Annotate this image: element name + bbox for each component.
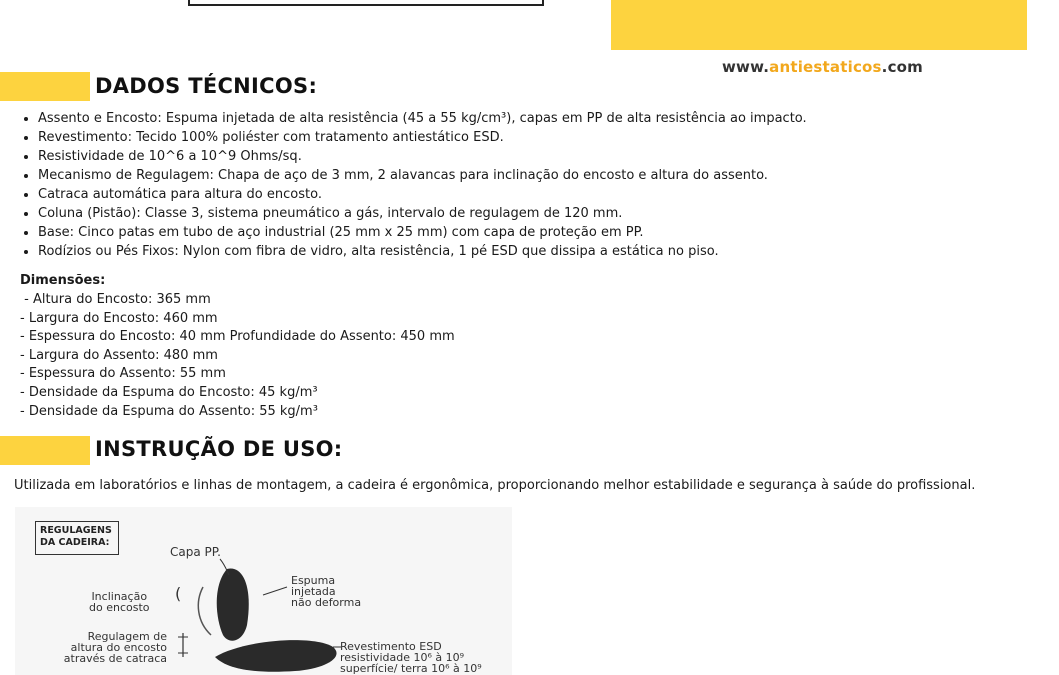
spec-item: • Assento e Encosto: Espuma injetada de alta resistência (45 a 55 kg/cm³), capas em PP de alta resistência ao impacto.	[38, 109, 807, 128]
spec-item: • Resistividade de 10^6 a 10^9 Ohms/sq.	[38, 147, 807, 166]
dimension-item: - Largura do Encosto: 460 mm	[20, 310, 218, 326]
chair-backrest-shape	[217, 569, 249, 641]
header-yellow-block	[611, 0, 1027, 50]
site-url-prefix: www.	[722, 58, 770, 76]
backrest-tilt-arc	[198, 587, 211, 635]
label-inclinacao-line2: do encosto	[89, 601, 150, 614]
spec-item: • Coluna (Pistão): Classe 3, sistema pneumático a gás, intervalo de regulagem de 120 mm.	[38, 204, 807, 223]
label-espuma-line1: Espuma	[291, 574, 336, 587]
label-regulagem-line2: altura do encosto	[70, 641, 167, 654]
label-capa: Capa PP.	[170, 545, 221, 559]
regulagens-line1: REGULAGENS	[40, 525, 112, 536]
section-bar-instrucao	[0, 436, 90, 465]
site-url[interactable]	[722, 58, 923, 76]
label-revestimento-line3: superfície/ terra 10⁶ à 10⁹	[340, 662, 482, 675]
label-revestimento-line2: resistividade 10⁶ à 10⁹	[340, 651, 465, 664]
dimension-item: - Altura do Encosto: 365 mm	[20, 292, 211, 307]
section-bar-dados	[0, 72, 90, 101]
dimensions-list	[20, 291, 455, 421]
label-regulagem-line3: através de catraca	[63, 652, 167, 665]
chair-seat-shape	[215, 640, 337, 672]
title-frame	[188, 0, 544, 6]
label-regulagem-line1: Regulagem de	[87, 630, 167, 643]
label-espuma-line2: injetada	[291, 585, 336, 598]
site-url-suffix: .com	[881, 58, 923, 76]
spec-item: • Catraca automática para altura do encosto.	[38, 185, 807, 204]
label-inclinacao-line1: Inclinação	[91, 590, 148, 603]
spec-item: • Base: Cinco patas em tubo de aço industrial (25 mm x 25 mm) com capa de proteção em PP.	[38, 223, 807, 242]
chair-illustration	[15, 507, 512, 675]
dimensions-title: Dimensões:	[20, 273, 106, 288]
dimension-item: - Densidade da Espuma do Assento: 55 kg/m³	[20, 403, 318, 419]
section-title-instrucao: INSTRUÇÃO DE USO:	[95, 437, 343, 461]
dimension-item: - Espessura do Encosto: 40 mm Profundidade do Assento: 450 mm	[20, 329, 455, 345]
regulagens-line2: DA CADEIRA:	[40, 537, 110, 548]
espuma-pointer-line	[263, 587, 287, 595]
label-espuma-line3: não deforma	[291, 596, 362, 609]
specs-list	[20, 109, 807, 261]
inclination-bracket: (	[175, 584, 182, 603]
usage-text: Utilizada em laboratórios e linhas de montagem, a cadeira é ergonômica, proporcionando melhor estabilidade e segurança à saúde do profissional.	[14, 478, 976, 493]
spec-item: • Mecanismo de Regulagem: Chapa de aço de 3 mm, 2 alavancas para inclinação do encosto e altura do assento.	[38, 166, 807, 185]
label-revestimento-line1: Revestimento ESD	[340, 640, 442, 653]
dimension-item: - Espessura do Assento: 55 mm	[20, 366, 226, 382]
chair-adjustment-diagram	[15, 507, 512, 675]
dimension-item: - Densidade da Espuma do Encosto: 45 kg/m³	[20, 384, 318, 400]
section-title-dados: DADOS TÉCNICOS:	[95, 74, 318, 98]
spec-item: • Rodízios ou Pés Fixos: Nylon com fibra de vidro, alta resistência, 1 pé ESD que dissipa a estática no piso.	[38, 242, 807, 261]
site-url-accent: antiestaticos	[769, 58, 882, 76]
spec-item: • Revestimento: Tecido 100% poliéster com tratamento antiestático ESD.	[38, 128, 807, 147]
dimension-item: - Largura do Assento: 480 mm	[20, 347, 218, 363]
